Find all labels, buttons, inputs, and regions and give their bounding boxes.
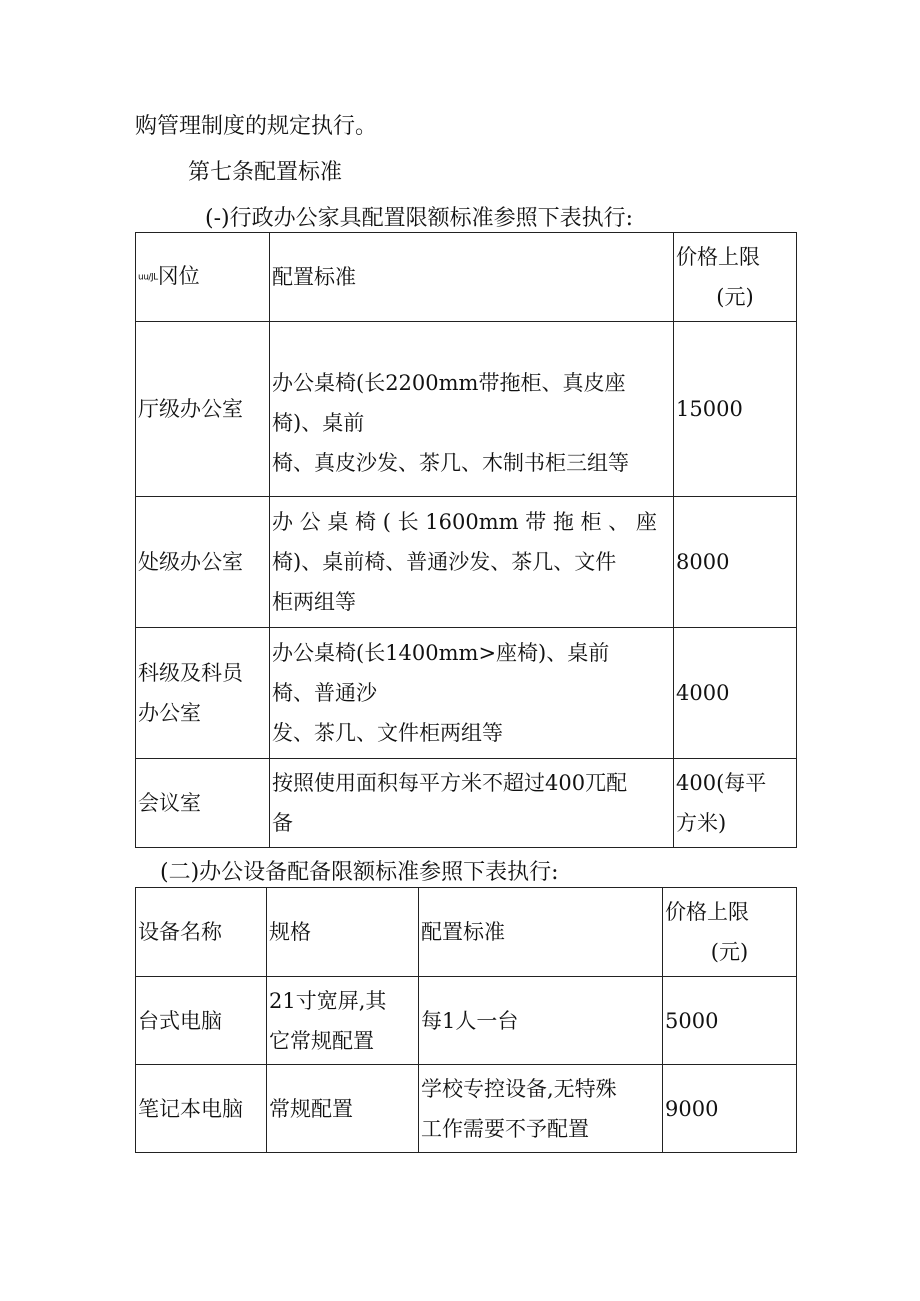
table-row xyxy=(136,1065,797,1153)
header-post: uu/JL冈位 xyxy=(136,233,270,322)
header-standard: 配置标准 xyxy=(270,233,674,322)
spec-cell: 21寸宽屏,其 它常规配置 xyxy=(267,977,419,1065)
price-cell: 400(每平 方米) xyxy=(674,759,797,848)
post-cell: 厅级办公室 xyxy=(136,322,270,497)
table-row xyxy=(136,977,797,1065)
header-price: 价格上限 (元) xyxy=(663,888,797,977)
furniture-standard-table xyxy=(135,232,797,848)
table-row xyxy=(136,322,797,497)
table-header-row xyxy=(136,888,797,977)
standard-cell: 办公桌椅(长2200mm带拖柜、真皮座 椅)、桌前 椅、真皮沙发、茶几、木制书柜三组等 xyxy=(270,322,674,497)
section-heading-furniture: (-)行政办公家具配置限额标准参照下表执行: xyxy=(205,206,634,231)
table-row xyxy=(136,759,797,848)
table-header-row xyxy=(136,233,797,322)
device-name-cell: 笔记本电脑 xyxy=(136,1065,267,1153)
standard-cell: 学校专控设备,无特殊 工作需要不予配置 xyxy=(419,1065,663,1153)
table-row xyxy=(136,497,797,628)
price-cell: 15000 xyxy=(674,322,797,497)
header-price: 价格上限 (元) xyxy=(674,233,797,322)
equipment-standard-table xyxy=(135,887,797,1153)
standard-cell: 每1人一台 xyxy=(419,977,663,1065)
paragraph-line: 购管理制度的规定执行。 xyxy=(135,114,378,139)
device-name-cell: 台式电脑 xyxy=(136,977,267,1065)
standard-cell: 办 公 桌 椅 ( 长 1600mm 带 拖 柜 、 座 椅)、桌前椅、普通沙发、茶几、文件 柜两组等 xyxy=(270,497,674,628)
spec-cell: 常规配置 xyxy=(267,1065,419,1153)
price-cell: 5000 xyxy=(663,977,797,1065)
header-standard: 配置标准 xyxy=(419,888,663,977)
standard-cell: 办公桌椅(长1400mm>座椅)、桌前 椅、普通沙 发、茶几、文件柜两组等 xyxy=(270,628,674,759)
header-spec: 规格 xyxy=(267,888,419,977)
header-device-name: 设备名称 xyxy=(136,888,267,977)
post-cell: 处级办公室 xyxy=(136,497,270,628)
post-cell: 会议室 xyxy=(136,759,270,848)
price-cell: 8000 xyxy=(674,497,797,628)
article-heading: 第七条配置标准 xyxy=(188,160,343,185)
standard-cell: 按照使用面积每平方米不超过400兀配 备 xyxy=(270,759,674,848)
post-cell: 科级及科员 办公室 xyxy=(136,628,270,759)
price-cell: 9000 xyxy=(663,1065,797,1153)
price-cell: 4000 xyxy=(674,628,797,759)
section-heading-equipment: (二)办公设备配备限额标准参照下表执行: xyxy=(160,860,559,885)
table-row xyxy=(136,628,797,759)
